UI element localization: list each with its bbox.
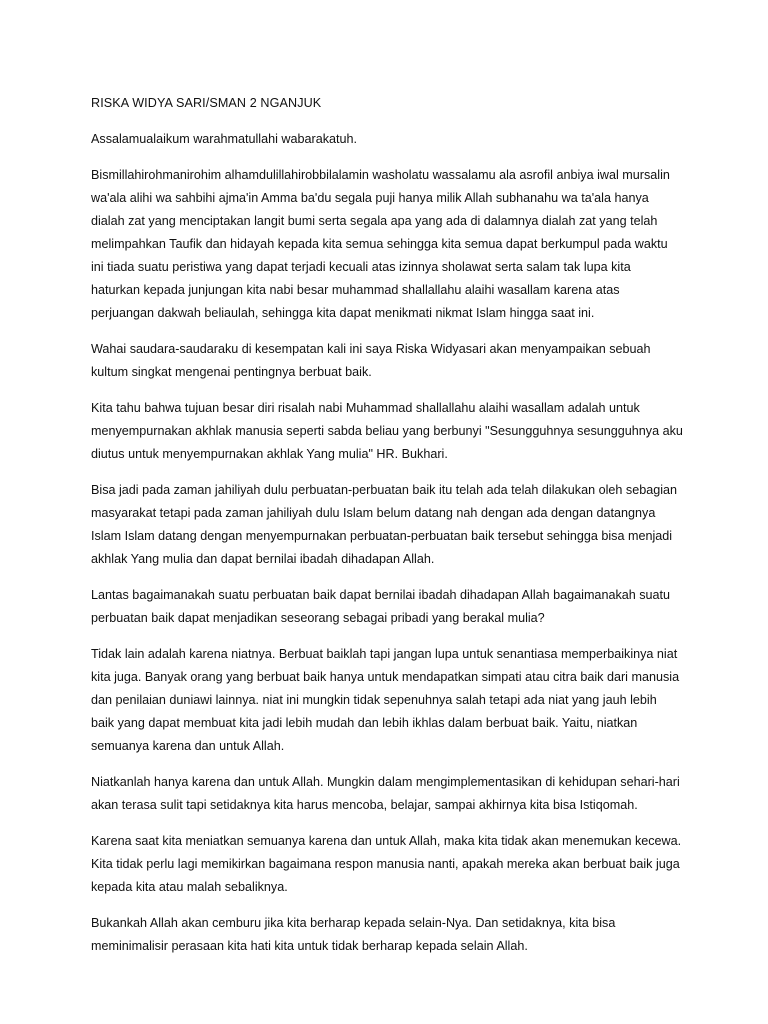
intention-paragraph: Tidak lain adalah karena niatnya. Berbuat baiklah tapi jangan lupa untuk senantiasa memperbaikinya niat kita juga. Banyak orang yang berbuat baik hanya untuk mendapatkan simpati atau citra baik dari manusia dan penilaian duniawi lainnya. niat ini mungkin tidak sepenuhnya salah tetapi ada niat yang jauh lebih baik yang dapat membuat kita jadi lebih mudah dan lebih ikhlas dalam berbuat baik. Yaitu, niatkan semuanya karena dan untuk Allah. (91, 647, 680, 753)
istiqomah-paragraph: Niatkanlah hanya karena dan untuk Allah. Mungkin dalam mengimplementasikan di kehidupan sehari-hari akan terasa sulit tapi setidaknya kita harus mencoba, belajar, sampai akhirnya kita bisa Istiqomah. (91, 775, 680, 812)
closing-paragraph: Bukankah Allah akan cemburu jika kita berharap kepada selain-Nya. Dan setidaknya, kita bisa meminimalisir perasaan kita hati kita untuk tidak berharap kepada selain Allah. (91, 916, 616, 953)
jahiliyah-paragraph: Bisa jadi pada zaman jahiliyah dulu perbuatan-perbuatan baik itu telah ada telah dilakukan oleh sebagian masyarakat tetapi pada zaman jahiliyah dulu Islam belum datang nah dengan ada dengan datangnya Islam Islam datang dengan menyempurnakan perbuatan-perbuatan baik tersebut sehingga bisa menjadi akhlak Yang mulia dan dapat bernilai ibadah dihadapan Allah. (91, 483, 678, 566)
introduction-paragraph: Wahai saudara-saudaraku di kesempatan kali ini saya Riska Widyasari akan menyampaikan sebuah kultum singkat mengenai pentingnya berbuat baik. (91, 342, 651, 379)
document-header: RISKA WIDYA SARI/SMAN 2 NGANJUK (91, 96, 322, 110)
greeting-paragraph: Assalamualaikum warahmatullahi wabarakatuh. (91, 132, 357, 146)
document-page (91, 92, 683, 971)
purpose-paragraph: Kita tahu bahwa tujuan besar diri risalah nabi Muhammad shallallahu alaihi wasallam adalah untuk menyempurnakan akhlak manusia seperti sabda beliau yang berbunyi "Sesungguhnya sesungguhnya aku diutus untuk menyempurnakan akhlak Yang mulia" HR. Bukhari. (91, 401, 683, 461)
question-paragraph: Lantas bagaimanakah suatu perbuatan baik dapat bernilai ibadah dihadapan Allah bagaimanakah suatu perbuatan baik dapat menjadikan seseorang sebagai pribadi yang berakal mulia? (91, 588, 671, 625)
disappointment-paragraph: Karena saat kita meniatkan semuanya karena dan untuk Allah, maka kita tidak akan menemukan kecewa. Kita tidak perlu lagi memikirkan bagaimana respon manusia nanti, apakah mereka akan berbuat baik juga kepada kita atau malah sebaliknya. (91, 834, 682, 894)
opening-paragraph: Bismillahirohmanirohim alhamdulillahirobbilalamin washolatu wassalamu ala asrofil anbiya iwal mursalin wa'ala alihi wa sahbihi ajma'in Amma ba'du segala puji hanya milik Allah subhanahu wa ta'ala hanya dialah zat yang menciptakan langit bumi serta segala apa yang ada di dalamnya dialah zat yang telah melimpahkan Taufik dan hidayah kepada kita semua sehingga kita semua dapat berkumpul pada waktu ini tiada suatu peristiwa yang dapat terjadi kecuali atas izinnya sholawat serta salam tak lupa kita haturkan kepada junjungan kita nabi besar muhammad shallallahu alaihi wasallam karena atas perjuangan dakwah beliaulah, sehingga kita dapat menikmati nikmat Islam hingga saat ini. (91, 168, 670, 320)
